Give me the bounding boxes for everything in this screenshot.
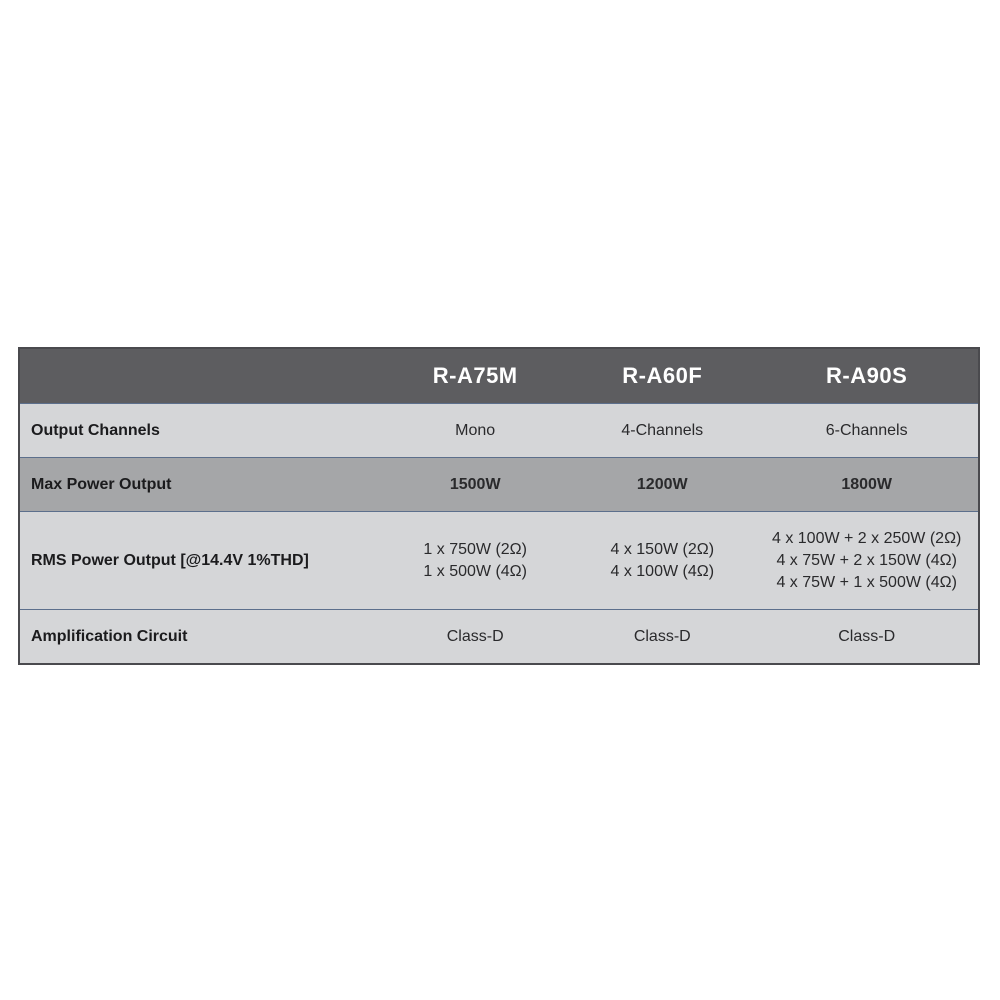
cell-line: 1 x 500W (4Ω)	[423, 562, 527, 580]
header-model-1: R-A75M	[432, 363, 518, 388]
row-label: RMS Power Output [@14.4V 1%THD]	[31, 551, 309, 569]
table-cell: Class-D	[633, 627, 691, 645]
cell-line: 4 x 150W (2Ω)	[610, 540, 715, 558]
spec-table	[18, 347, 980, 665]
row-label: Amplification Circuit	[31, 627, 188, 645]
header-model-2: R-A60F	[622, 363, 703, 388]
cell-line: 4 x 75W + 2 x 150W (4Ω)	[776, 551, 957, 569]
table-cell: 1200W	[636, 475, 688, 493]
cell-line: 4 x 75W + 1 x 500W (4Ω)	[776, 573, 957, 591]
table-cell	[348, 539, 557, 583]
table-cell: 6-Channels	[825, 421, 908, 439]
table-cell: Class-D	[838, 627, 896, 645]
table-cell: 1500W	[449, 475, 501, 493]
table-cell: Mono	[455, 421, 496, 439]
row-label: Max Power Output	[31, 475, 172, 493]
table-cell	[767, 528, 978, 594]
table-row-output-channels	[20, 403, 978, 457]
table-cell	[557, 539, 767, 583]
table-row-amplification-circuit	[20, 609, 978, 663]
table-cell: Class-D	[446, 627, 504, 645]
table-row-max-power	[20, 457, 978, 511]
cell-line: 4 x 100W + 2 x 250W (2Ω)	[771, 529, 962, 547]
table-cell: 4-Channels	[621, 421, 704, 439]
cell-line: 4 x 100W (4Ω)	[610, 562, 715, 580]
header-model-3: R-A90S	[826, 363, 908, 388]
table-header-row	[20, 349, 978, 403]
table-row-rms-power	[20, 511, 978, 609]
cell-line: 1 x 750W (2Ω)	[423, 540, 527, 558]
row-label: Output Channels	[31, 421, 160, 439]
table-cell: 1800W	[841, 475, 893, 493]
